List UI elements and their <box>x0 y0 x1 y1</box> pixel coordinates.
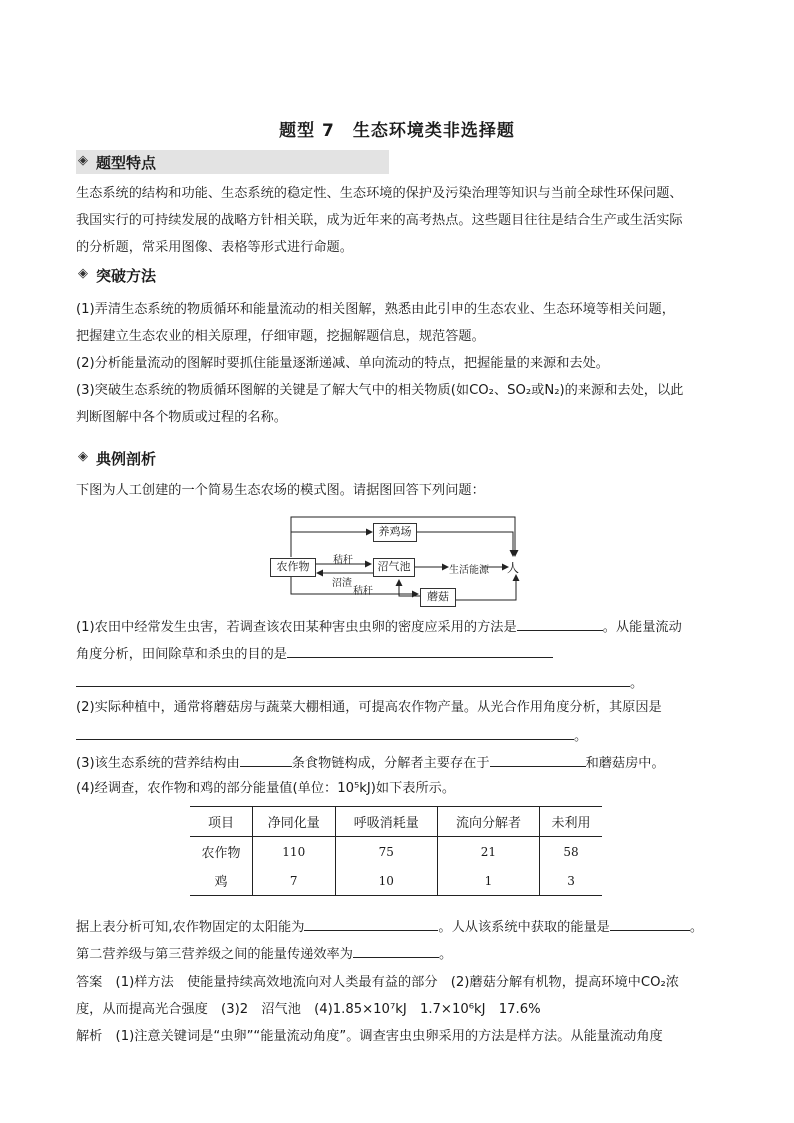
table-cell: 鸡 <box>190 866 252 896</box>
answer-blank[interactable] <box>287 645 553 658</box>
table-cell: 3 <box>540 866 602 896</box>
paragraph-line: 生态系统的结构和功能、生态系统的稳定性、生态环境的保护及污染治理等知识与当前全球性环保问题、 <box>76 186 683 201</box>
question-text: 条食物链构成，分解者主要存在于 <box>291 756 490 771</box>
section-example-header <box>76 446 389 470</box>
section-heading: 题型特点 <box>96 154 157 172</box>
node-mushroom: 蘑菇 <box>420 588 456 607</box>
label-energy: 生活能源 <box>449 565 489 576</box>
question-intro: 下图为人工创建的一个简易生态农场的模式图。请据图回答下列问题： <box>76 483 485 498</box>
node-human: 人 <box>507 561 520 575</box>
analysis-line: 解析 (1)注意关键词是“虫卵”“能量流动角度”。调查害虫虫卵采用的方法是样方法。从能量流动角度 <box>76 1029 663 1044</box>
question-1-line <box>76 674 736 693</box>
answer-line: 答案 (1)样方法 使能量持续高效地流向对人类最有益的部分 (2)蘑菇分解有机物，提高环境中CO₂浓 <box>76 975 679 990</box>
table-row <box>190 866 602 896</box>
question-4-line <box>76 945 736 964</box>
question-1-line <box>76 618 736 637</box>
table-cell: 1 <box>437 866 539 896</box>
answer-blank[interactable] <box>76 674 630 687</box>
answer-blank[interactable] <box>490 754 586 767</box>
paragraph-line: (3)突破生态系统的物质循环图解的关键是了解大气中的相关物质(如CO₂、SO₂或N₂)的来源和去处，以此 <box>76 383 684 398</box>
question-1-line <box>76 645 736 664</box>
section-features-header <box>76 150 389 174</box>
table-cell: 58 <box>563 844 579 859</box>
node-biogas: 沼气池 <box>373 558 415 577</box>
answer-blank[interactable] <box>304 918 438 931</box>
section-heading: 突破方法 <box>96 267 157 285</box>
diamond-icon: ◈ <box>78 266 88 281</box>
table-cell: 7 <box>252 866 335 896</box>
table-cell: 110 <box>252 837 335 867</box>
paragraph-line: 判断图解中各个物质或过程的名称。 <box>76 410 287 425</box>
question-text: 第二营养级与第三营养级之间的能量传递效率为 <box>76 947 353 962</box>
answer-blank[interactable] <box>240 754 292 767</box>
question-2-line <box>76 727 736 746</box>
question-text: (1)农田中经常发生虫害，若调查该农田某种害虫虫卵的密度应采用的方法是 <box>76 620 517 635</box>
table-cell: 10 <box>335 866 437 896</box>
energy-table <box>190 806 602 896</box>
question-text: (2)实际种植中，通常将蘑菇房与蔬菜大棚相通，可提高农作物产量。从光合作用角度分析，其原因是 <box>76 700 662 715</box>
question-text: (3)该生态系统的营养结构由 <box>76 756 240 771</box>
paragraph-line: 把握建立生态农业的相关原理，仔细审题，挖掘解题信息，规范答题。 <box>76 329 485 344</box>
arrow-chicken-to-human <box>416 532 513 556</box>
answer-blank[interactable] <box>353 945 439 958</box>
question-text: 。 <box>438 947 453 962</box>
question-4-line <box>76 918 736 937</box>
label-residue: 沼渣 <box>332 578 352 589</box>
answer-blank[interactable] <box>517 618 603 631</box>
section-heading: 典例剖析 <box>96 450 157 468</box>
diamond-icon: ◈ <box>78 449 88 464</box>
answer-blank[interactable] <box>610 918 690 931</box>
table-cell: 21 <box>437 837 539 867</box>
paragraph-line: 我国实行的可持续发展的战略方针相关联，成为近年来的高考热点。这些题目往往是结合生产或生活实际 <box>76 213 683 228</box>
question-3-line <box>76 754 736 773</box>
table-cell: 农作物 <box>190 837 252 867</box>
label-straw: 秸秆 <box>333 555 353 566</box>
arrow-mushroom-to-human <box>454 575 516 600</box>
question-text: 据上表分析可知,农作物固定的太阳能为 <box>76 920 305 935</box>
question-text: 和蘑菇房中。 <box>585 756 665 771</box>
table-header: 呼吸消耗量 <box>335 807 437 837</box>
table-row <box>190 837 602 867</box>
eco-farm-diagram <box>270 512 530 608</box>
table-header: 流向分解者 <box>437 807 539 837</box>
diamond-icon: ◈ <box>78 153 88 168</box>
question-text: 。 <box>630 676 644 691</box>
table-cell: 75 <box>335 837 437 867</box>
question-text: 。 <box>574 729 588 744</box>
page-title: 题型 7 生态环境类非选择题 <box>279 121 515 141</box>
section-methods-header <box>76 263 389 287</box>
table-header: 项目 <box>190 807 252 837</box>
paragraph-line: (2)分析能量流动的图解时要抓住能量逐渐递减、单向流动的特点，把握能量的来源和去处。 <box>76 356 609 371</box>
table-header: 未利用 <box>540 807 602 837</box>
question-4-line: (4)经调查，农作物和鸡的部分能量值(单位：10⁵kJ)如下表所示。 <box>76 781 456 796</box>
table-header: 净同化量 <box>252 807 335 837</box>
node-crops: 农作物 <box>270 558 316 577</box>
label-straw: 秸秆 <box>353 586 373 597</box>
question-text: 。从能量流动 <box>602 620 682 635</box>
table-header-row <box>190 807 602 837</box>
question-text: 角度分析，田间除草和杀虫的目的是 <box>76 647 287 662</box>
answer-blank[interactable] <box>76 727 574 740</box>
question-text: 。 <box>689 920 704 935</box>
node-chicken-farm: 养鸡场 <box>373 523 417 542</box>
paragraph-line: 的分析题，常采用图像、表格等形式进行命题。 <box>76 240 353 255</box>
answer-line: 度，从而提高光合强度 (3)2 沼气池 (4)1.85×10⁷kJ 1.7×10⁶kJ 17.6% <box>76 1002 541 1017</box>
question-2-line <box>76 699 736 717</box>
paragraph-line: (1)弄清生态系统的物质循环和能量流动的相关图解，熟悉由此引申的生态农业、生态环境等相关问题， <box>76 302 675 317</box>
question-text: 。人从该系统中获取的能量是 <box>438 920 610 935</box>
